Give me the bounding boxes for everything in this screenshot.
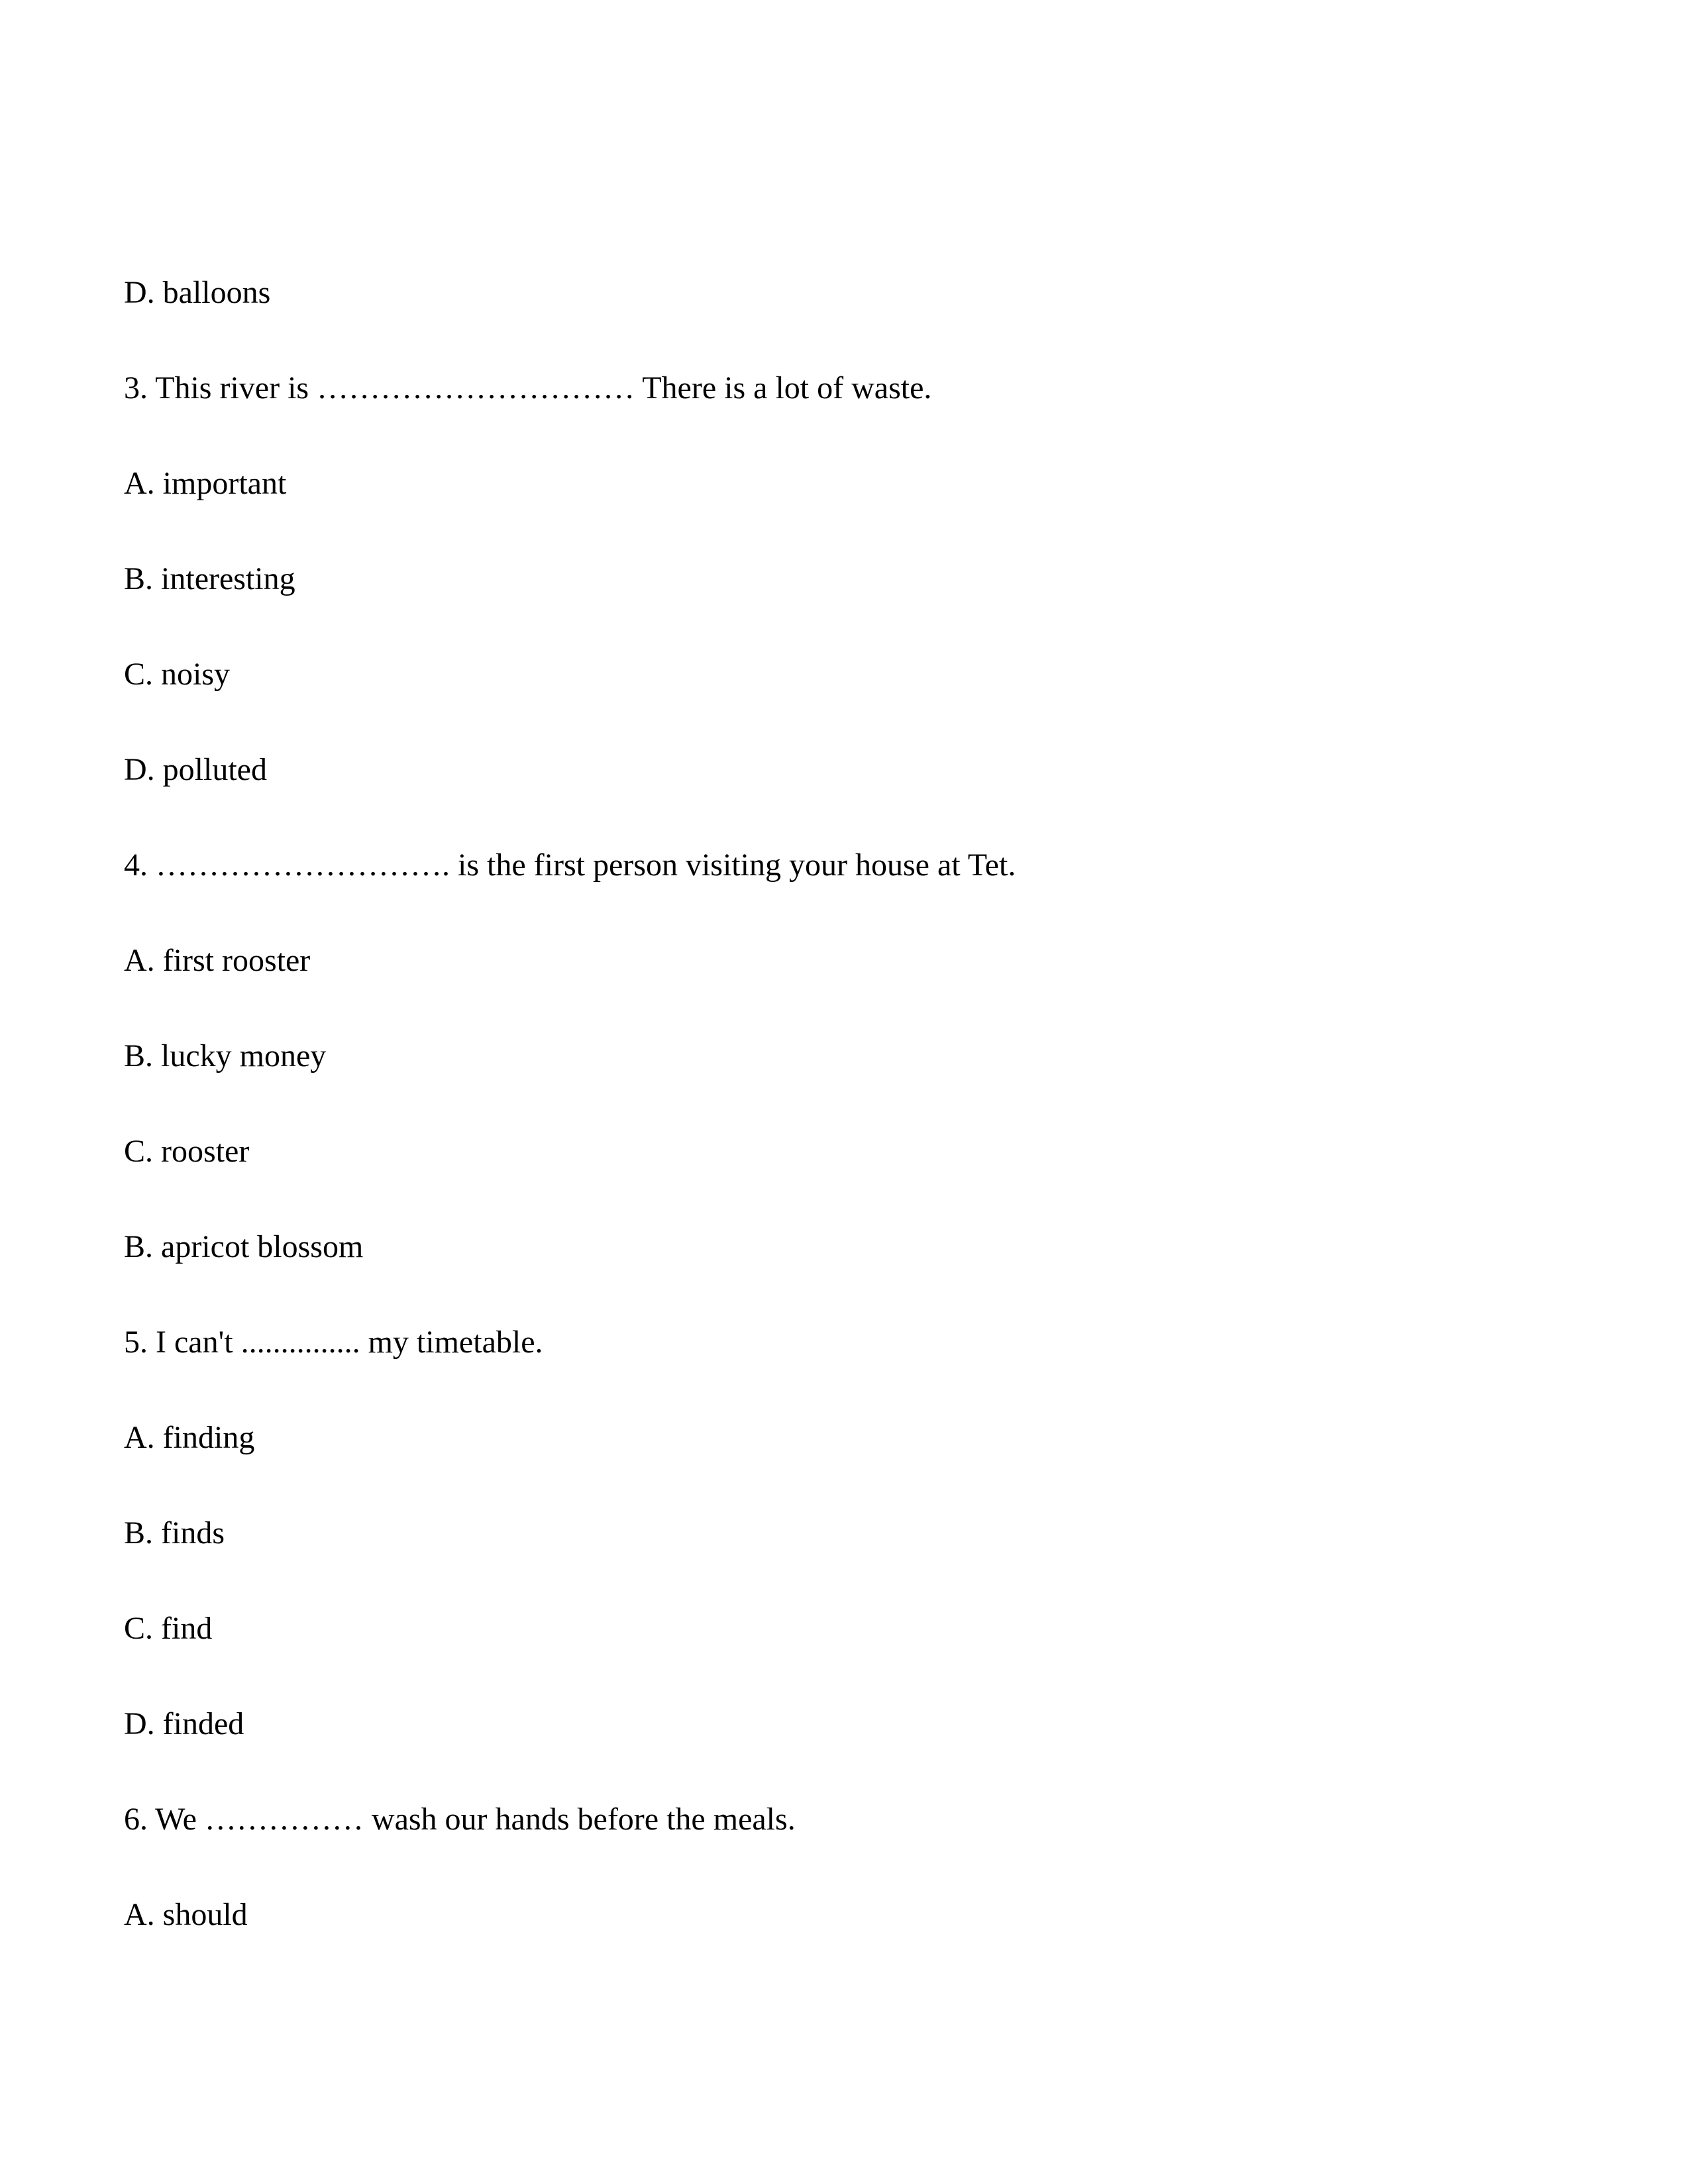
answer-option-4b: B. lucky money	[124, 1038, 327, 1073]
answer-option-3d: D. polluted	[124, 752, 267, 787]
answer-option-4a: A. first rooster	[124, 943, 311, 978]
answer-option-4d: B. apricot blossom	[124, 1229, 364, 1264]
question-4: 4. ………………………. is the first person visiting your house at Tet.	[124, 847, 1016, 883]
question-6: 6. We …………… wash our hands before the meals.	[124, 1802, 796, 1837]
question-3: 3. This river is ………………………… There is a lot of waste.	[124, 370, 932, 406]
answer-option-2d: D. balloons	[124, 275, 271, 310]
question-5: 5. I can't ............... my timetable.	[124, 1325, 543, 1360]
answer-option-5c: C. find	[124, 1611, 213, 1646]
answer-option-3a: A. important	[124, 466, 287, 501]
answer-option-3b: B. interesting	[124, 561, 295, 596]
answer-option-3c: C. noisy	[124, 657, 231, 692]
answer-option-4c: C. rooster	[124, 1134, 250, 1169]
answer-option-5d: D. finded	[124, 1706, 244, 1741]
answer-option-5b: B. finds	[124, 1515, 225, 1551]
answer-option-5a: A. finding	[124, 1420, 255, 1455]
answer-option-6a: A. should	[124, 1897, 248, 1932]
